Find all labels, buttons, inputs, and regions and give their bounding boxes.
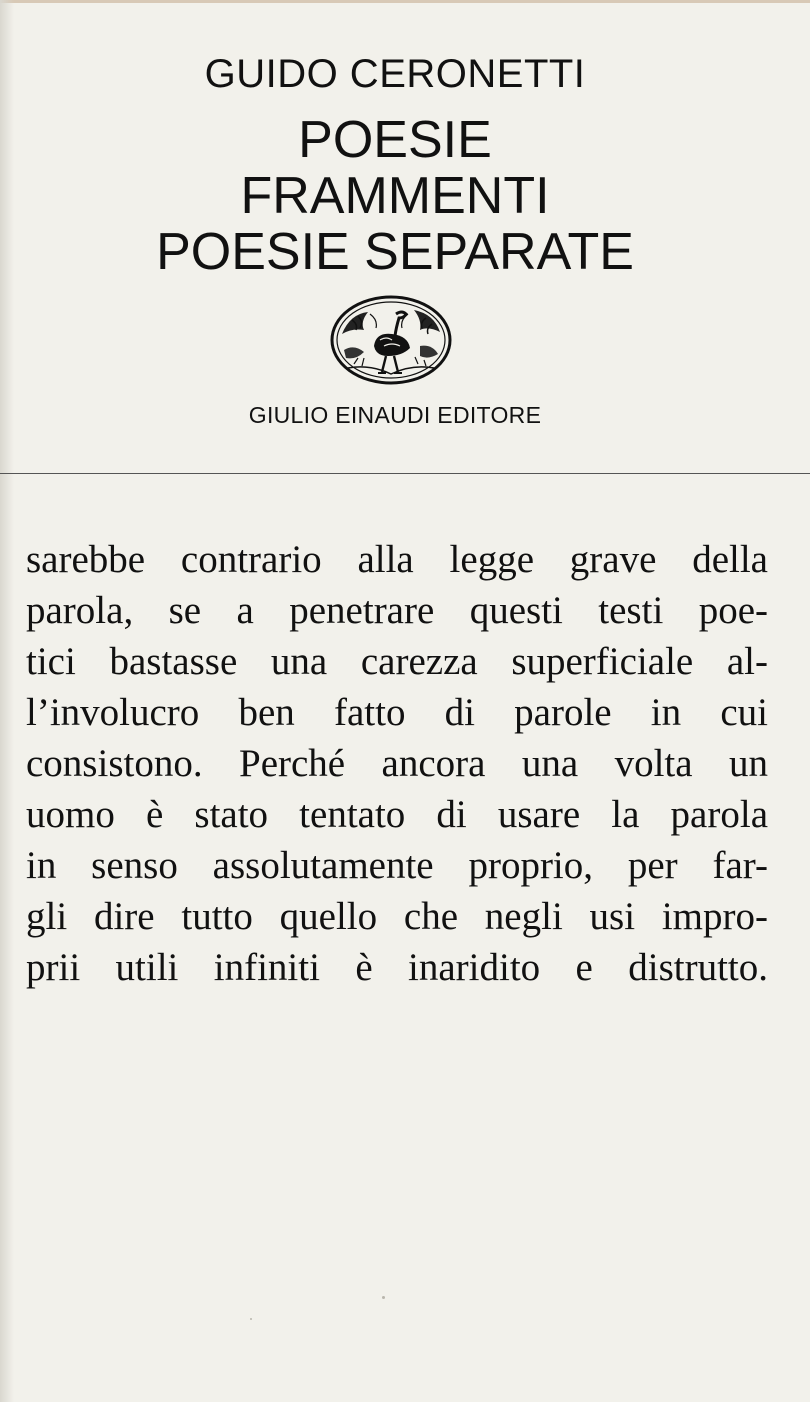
paper-speck xyxy=(250,1318,252,1320)
cover-header xyxy=(0,0,810,473)
blurb-line: prii utili infiniti è inaridito e distrutto. xyxy=(26,946,768,989)
blurb-line: uomo è stato tentato di usare la parola xyxy=(26,793,768,836)
blurb-line: l’involucro ben fatto di parole in cui xyxy=(26,691,768,734)
publisher-name: GIULIO EINAUDI EDITORE xyxy=(248,402,542,428)
blurb-line: parola, se a penetrare questi testi poe- xyxy=(26,589,768,632)
blurb-line: in senso assolutamente proprio, per far- xyxy=(26,844,768,887)
paper-speck xyxy=(382,1296,385,1299)
title-line-1: POESIE xyxy=(298,111,492,169)
title-line-2: FRAMMENTI xyxy=(240,167,550,225)
book-titles xyxy=(0,112,790,280)
title-line-3: POESIE SEPARATE xyxy=(156,223,634,281)
blurb-line: gli dire tutto quello che negli usi impro- xyxy=(26,895,768,938)
blurb-line: sarebbe contrario alla legge grave della xyxy=(26,538,768,581)
author-name: GUIDO CERONETTI xyxy=(204,52,586,96)
blurb-text xyxy=(26,534,768,993)
section-divider xyxy=(0,473,810,474)
ostrich-emblem-icon xyxy=(330,294,452,386)
blurb-line: consistono. Perché ancora una volta un xyxy=(26,742,768,785)
blurb-line: tici bastasse una carezza superficiale al- xyxy=(26,640,768,683)
